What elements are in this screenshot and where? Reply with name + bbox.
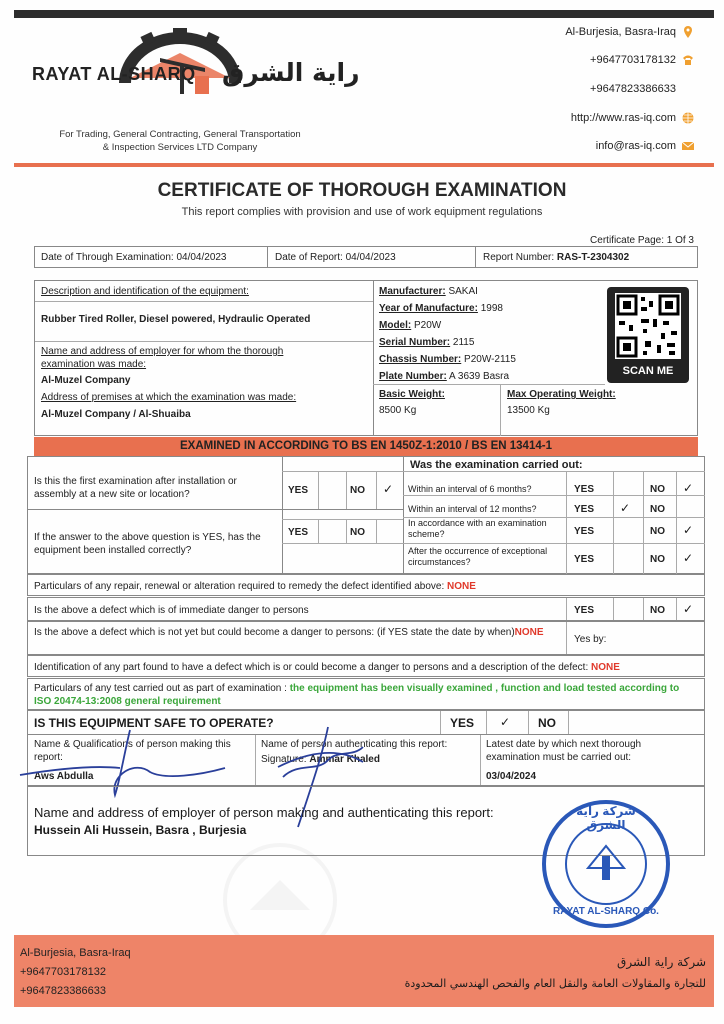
phone-2-text: +9647823386633 bbox=[590, 83, 676, 95]
website-link[interactable]: http://www.ras-iq.com bbox=[570, 112, 676, 124]
q2-no[interactable]: NO bbox=[350, 527, 365, 538]
carried-out-label: Was the examination carried out: bbox=[410, 459, 583, 471]
questions-grid bbox=[27, 456, 705, 574]
examined-band: EXAMINED IN ACCORDING TO BS EN 1450Z-1:2010 / BS EN 13414-1 bbox=[34, 437, 698, 456]
q1-no-check: ✓ bbox=[383, 482, 394, 496]
future-row bbox=[27, 621, 705, 655]
w2-text: Within an interval of 12 months? bbox=[408, 504, 537, 514]
max-weight-label: Max Operating Weight: bbox=[507, 389, 616, 400]
year-value: 1998 bbox=[480, 303, 503, 314]
location-pin-icon bbox=[682, 26, 694, 38]
immediate-no[interactable]: NO bbox=[650, 605, 665, 616]
max-weight-value: 13500 Kg bbox=[507, 405, 550, 416]
w4-text: After the occurrence of exceptional circumstances? bbox=[408, 546, 548, 567]
chassis-label: Chassis Number: bbox=[379, 354, 462, 365]
auth-label: Name of person authenticating this report: bbox=[261, 739, 448, 750]
contact-phone-1 bbox=[590, 54, 694, 66]
identification-row bbox=[27, 655, 705, 677]
q1-text: Is this the first examination after installation or assembly at a new site or location? bbox=[34, 476, 237, 500]
premises-value: Al-Muzel Company / Al-Shuaiba bbox=[41, 409, 191, 420]
basic-weight-label: Basic Weight: bbox=[379, 389, 445, 400]
immediate-label: Is the above a defect which is of immediate danger to persons bbox=[34, 605, 309, 616]
identification-value: NONE bbox=[591, 662, 620, 673]
desc-value: Rubber Tired Roller, Diesel powered, Hydraulic Operated bbox=[41, 314, 311, 325]
w3-text: In accordance with an examination scheme? bbox=[408, 518, 547, 539]
repair-label: Particulars of any repair, renewal or alteration required to remedy the defect identified above: bbox=[34, 581, 445, 592]
stamp-text: RAYAT AL-SHARQ Co. bbox=[553, 906, 659, 917]
desc-label: Description and identification of the equipment: bbox=[41, 286, 249, 297]
employer-person-value: Hussein Ali Hussein, Basra , Burjesia bbox=[34, 823, 247, 837]
maker-label: Name & Qualifications of person making this report: bbox=[34, 739, 231, 763]
phone-1-text: +9647703178132 bbox=[590, 54, 676, 66]
safe-no[interactable]: NO bbox=[538, 716, 556, 730]
spacer-icon bbox=[682, 83, 694, 95]
contact-phone-2 bbox=[590, 83, 694, 95]
w3-no-check: ✓ bbox=[683, 523, 694, 537]
footer-phone-1: +9647703178132 bbox=[20, 966, 106, 978]
employer-value: Al-Muzel Company bbox=[41, 375, 131, 386]
test-label: Particulars of any test carried out as part of examination : bbox=[34, 683, 287, 694]
yes-by-label: Yes by: bbox=[574, 634, 607, 645]
w4-no-check: ✓ bbox=[683, 551, 694, 565]
phone-icon bbox=[682, 54, 694, 66]
w4-no[interactable]: NO bbox=[650, 554, 665, 565]
header-divider bbox=[14, 163, 714, 167]
qr-icon bbox=[615, 293, 681, 359]
test-row bbox=[27, 678, 705, 710]
page-title: CERTIFICATE OF THOROUGH EXAMINATION bbox=[157, 180, 567, 201]
chassis-value: P20W-2115 bbox=[464, 354, 516, 365]
employer-label: Name and address of employer for whom the thorough examination was made: bbox=[41, 346, 284, 370]
immediate-no-check: ✓ bbox=[683, 602, 694, 616]
repair-row bbox=[27, 574, 705, 596]
scan-me-label: SCAN ME bbox=[622, 365, 674, 377]
tagline-line-1: For Trading, General Contracting, General Transportation bbox=[59, 129, 301, 140]
report-number-label: Report Number: bbox=[483, 252, 555, 263]
year-label: Year of Manufacture: bbox=[379, 303, 478, 314]
contact-website[interactable] bbox=[571, 112, 694, 124]
logo-text: RAYAT AL-SHARQ bbox=[32, 64, 196, 84]
qr-code[interactable] bbox=[607, 287, 689, 383]
contact-email[interactable] bbox=[596, 140, 694, 152]
w1-no[interactable]: NO bbox=[650, 484, 665, 495]
model-label: Model: bbox=[379, 320, 412, 331]
report-number bbox=[483, 251, 629, 264]
equipment-block bbox=[34, 280, 698, 436]
next-label: Latest date by which next thorough examination must be carried out: bbox=[486, 739, 642, 763]
future-label: Is the above a defect which is not yet but could become a danger to persons: (if YES state the date by when) bbox=[34, 627, 515, 638]
serial-value: 2115 bbox=[452, 337, 475, 348]
w3-yes[interactable]: YES bbox=[574, 526, 595, 537]
q1-yes[interactable]: YES bbox=[288, 485, 309, 496]
mail-icon bbox=[682, 140, 694, 152]
safe-label: IS THIS EQUIPMENT SAFE TO OPERATE? bbox=[34, 716, 274, 730]
top-bar bbox=[14, 10, 714, 18]
employer-person-label: Name and address of employer of person making and authenticating this report: bbox=[34, 805, 494, 820]
test-value: the equipment has been visually examined , function and load tested according to ISO 20474-13:2008 general requirement bbox=[34, 683, 680, 707]
premises-label: Address of premises at which the examination was made: bbox=[41, 392, 297, 403]
auth-name: Ammar Khaled bbox=[309, 754, 380, 765]
page-subtitle: This report complies with provision and use of work equipment regulations bbox=[181, 206, 543, 218]
w3-no[interactable]: NO bbox=[650, 526, 665, 537]
tagline-line-2: & Inspection Services LTD Company bbox=[102, 142, 258, 153]
immediate-row bbox=[27, 597, 705, 621]
maker-name: Aws Abdulla bbox=[34, 771, 94, 782]
company-stamp bbox=[540, 798, 672, 930]
repair-value: NONE bbox=[447, 581, 476, 592]
w1-yes[interactable]: YES bbox=[574, 484, 595, 495]
footer bbox=[14, 935, 714, 1007]
contact-address bbox=[565, 26, 694, 38]
footer-arabic-2: للتجارة والمقاولات العامة والنقل العام والفحص الهندسي المحدودة bbox=[404, 977, 706, 990]
address-text: Al-Burjesia, Basra-Iraq bbox=[565, 26, 676, 38]
plate-label: Plate Number: bbox=[379, 371, 447, 382]
serial-label: Serial Number: bbox=[379, 337, 451, 348]
w2-no[interactable]: NO bbox=[650, 504, 665, 515]
footer-arabic-1: شركة راية الشرق bbox=[617, 955, 706, 969]
footer-phone-2: +9647823386633 bbox=[20, 985, 106, 997]
report-number-value: RAS-T-2304302 bbox=[556, 252, 630, 263]
w2-yes[interactable]: YES bbox=[574, 504, 595, 515]
safe-yes-check: ✓ bbox=[500, 715, 511, 729]
model-value: P20W bbox=[414, 320, 442, 331]
w2-yes-check: ✓ bbox=[620, 501, 631, 515]
w4-yes[interactable]: YES bbox=[574, 554, 595, 565]
dates-row bbox=[34, 246, 698, 268]
future-value: NONE bbox=[514, 627, 544, 638]
w1-text: Within an interval of 6 months? bbox=[408, 484, 532, 494]
q2-yes[interactable]: YES bbox=[288, 527, 309, 538]
globe-icon bbox=[682, 112, 694, 124]
stamp-arabic: شركة راية الشرق bbox=[576, 804, 636, 832]
date-report: Date of Report: 04/04/2023 bbox=[275, 252, 396, 263]
basic-weight-value: 8500 Kg bbox=[379, 405, 417, 416]
logo-arabic: راية الشرق bbox=[222, 58, 360, 87]
footer-address: Al-Burjesia, Basra-Iraq bbox=[20, 947, 131, 959]
safe-yes[interactable]: YES bbox=[450, 716, 475, 730]
manufacturer-label: Manufacturer: bbox=[379, 286, 446, 297]
next-date: 03/04/2024 bbox=[486, 771, 537, 782]
w1-no-check: ✓ bbox=[683, 481, 694, 495]
immediate-yes[interactable]: YES bbox=[574, 605, 595, 616]
email-link[interactable]: info@ras-iq.com bbox=[595, 140, 676, 152]
manufacturer-value: SAKAI bbox=[448, 286, 478, 297]
q1-no[interactable]: NO bbox=[350, 485, 365, 496]
tagline bbox=[30, 128, 330, 154]
q2-text: If the answer to the above question is YES, has the equipment been installed correctly? bbox=[34, 532, 261, 556]
auth-sig-label: Signature: bbox=[261, 754, 307, 765]
plate-value: A 3639 Basra bbox=[449, 371, 510, 382]
date-exam: Date of Through Examination: 04/04/2023 bbox=[41, 252, 227, 263]
identification-label: Identification of any part found to have a defect which is or could become a danger to persons and a description of the defect: bbox=[34, 662, 589, 673]
certificate-page: Certificate Page: 1 Of 3 bbox=[590, 235, 694, 246]
